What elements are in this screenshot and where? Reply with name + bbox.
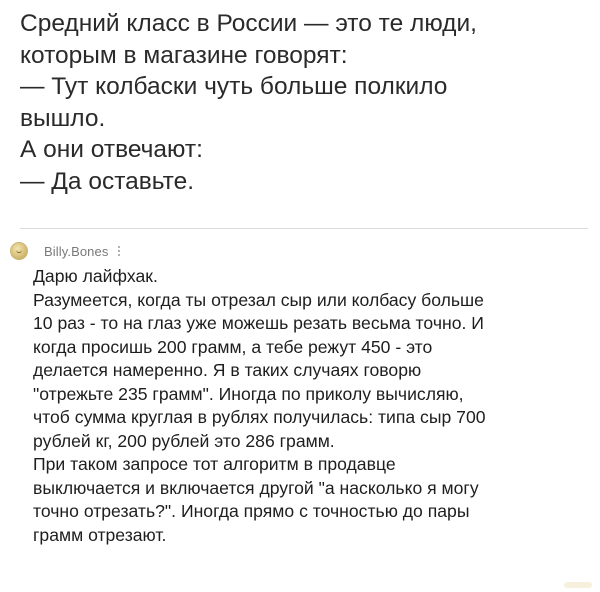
avatar-emoji-icon[interactable] — [10, 242, 28, 260]
watermark-logo — [564, 582, 592, 588]
comment-line: когда просишь 200 грамм, а тебе режут 450 - это — [33, 336, 433, 357]
post-line: Средний класс в России — это те люди, — [20, 10, 477, 37]
comment-header — [8, 240, 593, 262]
more-vertical-icon[interactable] — [117, 246, 121, 256]
post-line: — Тут колбаски чуть больше полкило — [20, 73, 448, 100]
comment-username[interactable]: Billy.Bones — [44, 243, 109, 259]
comment-body — [33, 265, 593, 547]
post-text — [20, 8, 580, 197]
comment-line: точно отрезать?". Иногда прямо с точностью до пары — [33, 501, 470, 521]
post-line: — Да оставьте. — [20, 167, 195, 195]
comment-line: грамм отрезают. — [33, 524, 167, 545]
comment-line: 10 раз - то на глаз уже можешь резать весьма точно. И — [33, 313, 484, 333]
divider — [20, 228, 588, 229]
more-dot — [118, 250, 120, 252]
comment-line: "отрежьте 235 грамм". Иногда по приколу вычисляю, — [33, 383, 464, 404]
comment-line: При таком запросе тот алгоритм в продавце — [33, 454, 396, 474]
more-dot — [118, 254, 120, 256]
comment-line: Дарю лайфхак. — [33, 266, 158, 286]
post-line: которым в магазине говорят: — [20, 41, 348, 69]
post-line: А они отвечают: — [20, 136, 203, 163]
comment-line: чтоб сумма круглая в рублях получилась: типа сыр 700 — [33, 407, 486, 427]
post-line: вышло. — [20, 104, 106, 132]
comment-line: рублей кг, 200 рублей это 286 грамм. — [33, 430, 335, 451]
comment-line: выключается и включается другой "а насколько я могу — [33, 477, 479, 498]
comment-line: делается намеренно. Я в таких случаях говорю — [33, 360, 422, 380]
comment-line: Разумеется, когда ты отрезал сыр или колбасу больше — [33, 289, 484, 310]
more-dot — [118, 246, 120, 248]
comment — [8, 240, 593, 547]
